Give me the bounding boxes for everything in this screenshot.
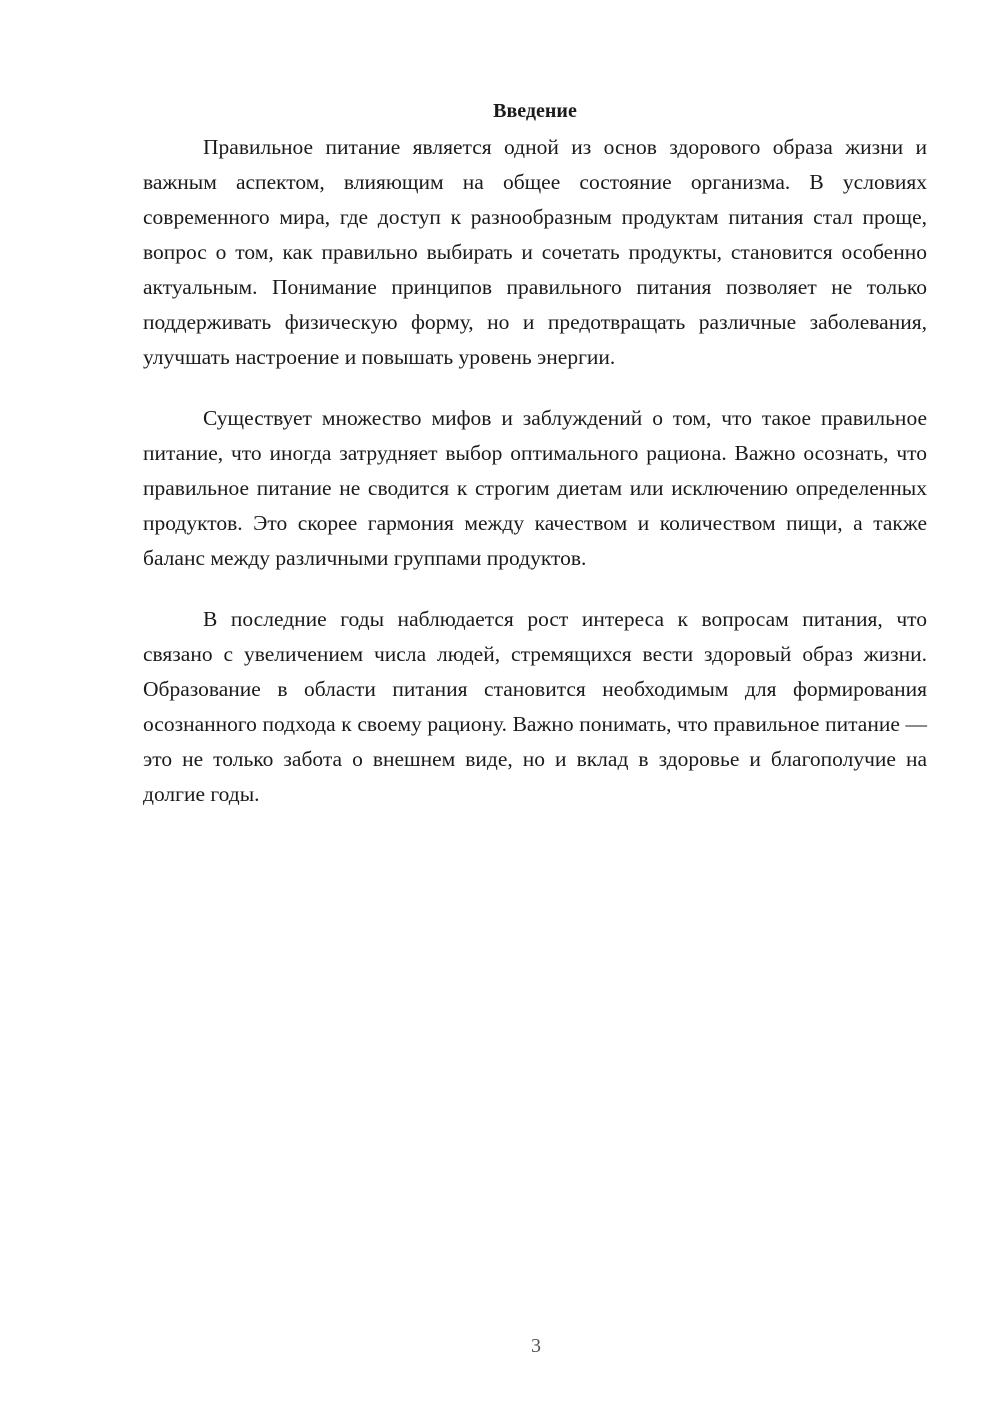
paragraph-1: Правильное питание является одной из основ здорового образа жизни и важным аспектом, влияющим на общее состояние организма. В условиях современного мира, где доступ к разнообразным продуктам питания стал проще, вопрос о том, как правильно выбирать и сочетать продукты, становится особенно актуальным. Понимание принципов правильного питания позволяет не только поддерживать физическую форму, но и предотвращать различные заболевания, улучшать настроение и повышать уровень энергии.	[143, 135, 927, 369]
page-content	[143, 96, 927, 838]
paragraph-3: В последние годы наблюдается рост интереса к вопросам питания, что связано с увеличением числа людей, стремящихся вести здоровый образ жизни. Образование в области питания становится необходимым для формирования осознанного подхода к своему рациону. Важно понимать, что правильное питание — это не только забота о внешнем виде, но и вклад в здоровье и благополучие на долгие годы.	[143, 607, 927, 806]
page-number: 3	[531, 1335, 541, 1357]
paragraph-2: Существует множество мифов и заблуждений о том, что такое правильное питание, что иногда затрудняет выбор оптимального рациона. Важно осознать, что правильное питание не сводится к строгим диетам или исключению определенных продуктов. Это скорее гармония между качеством и количеством пищи, а также баланс между различными группами продуктов.	[143, 406, 927, 570]
section-title: Введение	[493, 100, 577, 122]
